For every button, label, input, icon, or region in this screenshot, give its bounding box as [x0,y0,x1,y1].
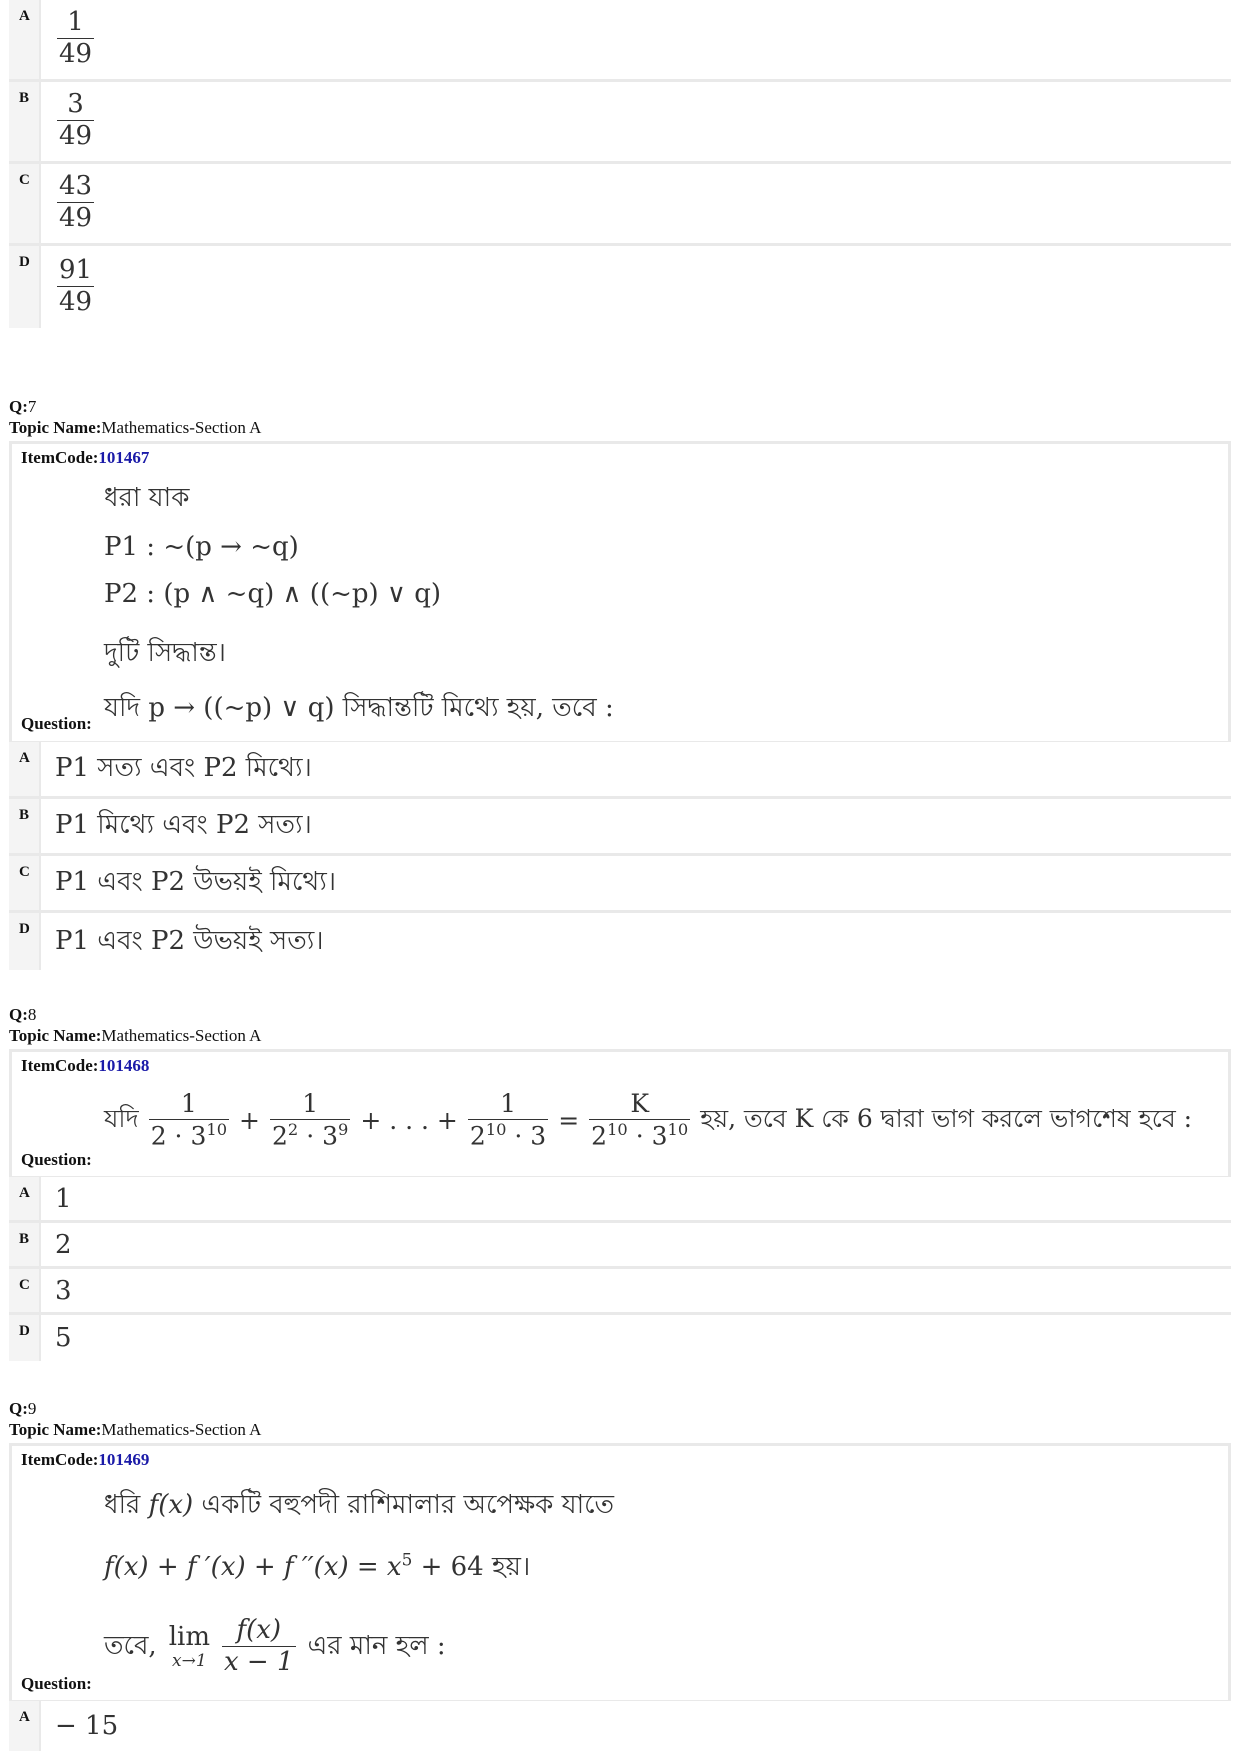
q9-options [9,1701,1231,1751]
q7-option-b[interactable] [9,799,1231,856]
fraction-denominator: 49 [59,39,93,70]
q7-option-c[interactable] [9,856,1231,913]
rhs-fraction [589,1090,690,1151]
option-text: P1 এবং P2 উভয়ই সত্য। [55,925,324,956]
topic-name: Topic Name:Mathematics-Section A [9,1420,262,1439]
question-line: f(x) + f ′(x) + f $''(x) = x^5 + 64$ হয়। [104,1549,531,1582]
option-letter: C [9,164,41,243]
option-text: P1 এবং P2 উভয়ই মিথ্যে। [55,867,337,897]
question-limit-line: তবে, lim x→1 $\frac{f(x)}{x - 1}$ এর মান হল : [104,1615,446,1677]
item-code: ItemCode:101469 [21,1450,150,1469]
topic-name: Topic Name:Mathematics-Section A [9,418,262,437]
fraction-numerator: 1 [500,1089,516,1118]
option-text: 2 [55,1229,72,1260]
q6-options [9,0,1231,328]
q8-option-b[interactable] [9,1223,1231,1269]
option-letter: A [9,1701,41,1751]
q9-option-a[interactable] [9,1701,1231,1751]
term-fraction-2 [270,1090,350,1151]
q6-option-a[interactable] [9,0,1231,82]
option-letter: B [9,1223,41,1266]
q8-header [9,1004,261,1046]
option-letter: D [9,1315,41,1361]
term-fraction-3 [468,1090,548,1151]
plus-sign: + [239,1106,260,1136]
option-letter: A [9,742,41,796]
fraction-numerator: K [630,1089,650,1118]
q7-question-box [9,441,1231,744]
question-number: Q:8 [9,1005,37,1024]
topic-name: Topic Name:Mathematics-Section A [9,1026,262,1045]
option-letter: C [9,1269,41,1312]
item-code: ItemCode:101467 [21,448,150,467]
q6-option-c[interactable] [9,164,1231,246]
option-letter: B [9,82,41,161]
limit-operator: lim x→1 [168,1621,210,1672]
question-line: ধরা যাক [104,483,190,513]
fraction-numerator: 3 [67,89,84,120]
fraction-denominator: $2^{10} \cdot 3$ [469,1119,547,1151]
option-text: P1 মিথ্যে এবং P2 সত্য। [55,810,312,840]
q7-options [9,742,1231,970]
question-label: Question: [21,714,92,733]
question-label: Question: [21,1674,92,1693]
fraction-denominator: $2^2 \cdot 3^9$ [272,1119,349,1151]
question-line: যদি p → ((~p) ∨ q) সিদ্ধান্তটি মিথ্যে হয়, তবে : [104,693,614,723]
item-code: ItemCode:101468 [21,1056,150,1075]
option-fraction [57,172,94,234]
q8-option-a[interactable] [9,1177,1231,1223]
fraction-denominator: $2 \cdot 3^{10}$ [150,1119,228,1151]
question-line: P2 : (p ∧ ~q) ∧ ((~p) ∨ q) [104,579,442,609]
limit-fraction [222,1616,296,1678]
q6-option-b[interactable] [9,82,1231,164]
fraction-denominator: 49 [59,121,93,152]
q9-header [9,1398,261,1440]
option-letter: A [9,0,41,79]
equation-prefix: যদি [104,1104,139,1134]
option-text: 5 [55,1323,72,1353]
question-label: Question: [21,1150,92,1169]
option-fraction [57,90,94,152]
option-text: − 15 [55,1711,119,1741]
fraction-numerator: 1 [180,1089,197,1118]
equals-sign: = [558,1106,580,1136]
question-line: ধরি f(x) একটি বহুপদী রাশিমালার অপেক্ষক যাতে [104,1490,615,1520]
equation-suffix: হয়, তবে K কে 6 দ্বারা ভাগ করলে ভাগশেষ হবে : [700,1104,1193,1134]
option-text: 3 [55,1275,72,1306]
q7-option-a[interactable] [9,742,1231,799]
fraction-denominator: $2^{10} \cdot 3^{10}$ [591,1119,689,1151]
q6-option-d[interactable] [9,246,1231,328]
q8-option-d[interactable] [9,1315,1231,1361]
q7-option-d[interactable] [9,913,1231,970]
q8-options [9,1177,1231,1361]
q9-question-box [9,1443,1231,1703]
option-letter: D [9,246,41,328]
term-fraction-1 [149,1090,229,1151]
option-fraction [57,256,94,318]
fraction-numerator: f(x) [236,1615,282,1645]
fraction-denominator: 49 [59,286,93,317]
option-fraction [57,8,94,70]
fraction-numerator: 43 [59,171,93,202]
fraction-numerator: 1 [67,7,84,38]
ellipsis-sum: + . . . + [360,1106,458,1136]
option-letter: C [9,856,41,910]
option-letter: D [9,913,41,970]
q7-header [9,396,261,438]
fraction-denominator: 49 [59,203,93,234]
fraction-denominator: x − 1 [224,1646,294,1677]
q8-question-box [9,1049,1231,1179]
fraction-numerator: 91 [59,254,93,285]
option-text: P1 সত্য এবং P2 মিথ্যে। [55,753,312,783]
option-letter: A [9,1177,41,1220]
question-line: P1 : ~(p → ~q) [104,532,299,562]
question-number: Q:9 [9,1399,37,1418]
option-letter: B [9,799,41,853]
question-equation [104,1090,1192,1151]
q8-option-c[interactable] [9,1269,1231,1315]
option-text: 1 [55,1183,72,1214]
question-number: Q:7 [9,397,37,416]
fraction-numerator: 1 [302,1089,319,1118]
question-line: দুটি সিদ্ধান্ত। [104,638,226,668]
